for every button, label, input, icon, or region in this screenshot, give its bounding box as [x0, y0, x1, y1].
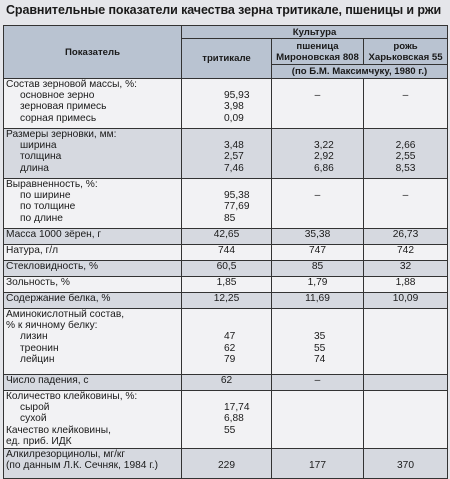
value: 0,09	[224, 112, 244, 124]
value-cell	[182, 449, 272, 479]
label-line: (по данным Л.К. Сечняк, 1984 г.)	[6, 460, 158, 472]
value	[366, 449, 445, 460]
value-cell	[364, 391, 448, 449]
value-cell	[364, 129, 448, 179]
label-line: лейцин	[20, 353, 55, 365]
value-cell	[272, 449, 364, 479]
value: –	[314, 375, 321, 386]
row-label	[4, 449, 182, 479]
value-cell	[182, 79, 272, 129]
row-label	[4, 293, 182, 309]
value: 7,46	[224, 162, 244, 174]
value: 62	[220, 375, 233, 386]
row-label	[4, 261, 182, 277]
label-line: Качество клейковины,	[6, 424, 111, 436]
row-label	[4, 245, 182, 261]
value-cell	[364, 375, 448, 391]
value: –	[402, 90, 409, 102]
label-line: Размеры зерновки, мм:	[6, 129, 117, 140]
row-label	[4, 277, 182, 293]
value	[274, 309, 361, 320]
value-cell	[364, 179, 448, 229]
value	[366, 309, 445, 320]
value: 11,69	[305, 293, 330, 304]
value	[184, 129, 269, 140]
value	[184, 320, 269, 331]
value	[184, 391, 269, 402]
table-row	[4, 179, 448, 229]
value: 17,74	[224, 402, 250, 414]
value: 1,85	[216, 277, 237, 288]
value: 3,98	[224, 101, 244, 113]
col-triticale: тритикале	[182, 39, 272, 79]
value-cell	[272, 309, 364, 375]
value: –	[402, 190, 409, 202]
row-label	[4, 79, 182, 129]
label-line: Аминокислотный состав,	[6, 309, 125, 320]
value: 6,88	[224, 413, 244, 425]
label-line: ед. приб. ИДК	[6, 435, 72, 447]
table-row	[4, 293, 448, 309]
value: 95,93	[224, 90, 250, 102]
label-line: Содержание белка, %	[6, 293, 111, 304]
value-cell	[272, 129, 364, 179]
value: 47	[224, 331, 236, 343]
value: 2,57	[224, 151, 244, 163]
value-cell	[364, 79, 448, 129]
value-cell	[182, 277, 272, 293]
row-label	[4, 391, 182, 449]
label-line: Зольность, %	[6, 277, 70, 288]
table-row	[4, 391, 448, 449]
value	[366, 129, 445, 140]
value-cell	[364, 309, 448, 375]
value: 60,5	[216, 261, 237, 272]
value: –	[314, 190, 321, 202]
value-cell	[364, 449, 448, 479]
label-line: Состав зерновой массы, %:	[6, 79, 137, 90]
value	[366, 79, 445, 90]
page-title: Сравнительные показатели качества зерна тритикале, пшеницы и ржи	[6, 3, 442, 17]
value: 3,48	[224, 140, 244, 152]
label-line: сырой	[20, 402, 50, 414]
value-cell	[364, 293, 448, 309]
table-row	[4, 449, 448, 479]
value	[274, 391, 361, 402]
value	[184, 79, 269, 90]
label-line: по толщине	[20, 201, 76, 213]
value-cell	[272, 229, 364, 245]
value	[274, 129, 361, 140]
value: 85	[311, 261, 324, 272]
value	[366, 375, 445, 386]
value-cell	[272, 277, 364, 293]
value: 744	[218, 245, 235, 256]
label-line: зерновая примесь	[20, 101, 107, 113]
value-cell	[182, 245, 272, 261]
label-line: сорная примесь	[20, 112, 97, 124]
row-label	[4, 229, 182, 245]
value: 2,55	[395, 151, 416, 163]
value-cell	[182, 309, 272, 375]
value-cell	[272, 293, 364, 309]
value-cell	[182, 391, 272, 449]
value: 177	[309, 460, 326, 472]
value-cell	[272, 375, 364, 391]
label-line: Алкилрезорцинолы, мг/кг	[6, 449, 126, 460]
value: 32	[399, 261, 412, 272]
row-label	[4, 375, 182, 391]
value: –	[314, 90, 321, 102]
value-cell	[182, 179, 272, 229]
value: 62	[224, 342, 236, 354]
label-line: сухой	[20, 413, 47, 425]
table-row	[4, 129, 448, 179]
value	[274, 79, 361, 90]
value: 1,88	[395, 277, 416, 288]
value	[184, 449, 269, 460]
value-cell	[182, 375, 272, 391]
value: 742	[397, 245, 414, 256]
label-line: Выравненность, %:	[6, 179, 98, 190]
label-line: ширина	[20, 140, 57, 152]
value: 229	[218, 460, 235, 472]
value	[274, 449, 361, 460]
source-note: (по Б.М. Максимчуку, 1980 г.)	[272, 65, 448, 79]
col-rye: рожь Харьковская 55	[364, 39, 448, 65]
value: 2,66	[395, 140, 416, 152]
value-cell	[364, 277, 448, 293]
value: 6,86	[314, 162, 334, 174]
value: 85	[224, 212, 236, 224]
value: 2,92	[314, 151, 334, 163]
value: 35,38	[304, 229, 331, 240]
table-row	[4, 261, 448, 277]
value	[274, 320, 361, 331]
label-line: по ширине	[20, 190, 71, 202]
value: 95,38	[224, 190, 250, 202]
value	[366, 179, 445, 190]
value: 1,79	[307, 277, 328, 288]
label-line: % к яичному белку:	[6, 320, 98, 332]
label-line: основное зерно	[20, 90, 95, 102]
table-row	[4, 375, 448, 391]
value-cell	[364, 229, 448, 245]
label-line: Масса 1000 зёрен, г	[6, 229, 102, 240]
value: 35	[314, 331, 326, 343]
value-cell	[364, 245, 448, 261]
value-cell	[182, 229, 272, 245]
label-line: Натура, г/л	[6, 245, 59, 256]
value	[184, 179, 269, 190]
value	[366, 391, 445, 402]
value-cell	[182, 129, 272, 179]
value-cell	[272, 79, 364, 129]
value-cell	[364, 261, 448, 277]
value: 370	[397, 460, 414, 472]
value: 12,25	[213, 293, 240, 304]
value: 79	[224, 353, 236, 365]
value: 42,65	[213, 229, 240, 240]
value: 74	[314, 353, 326, 365]
value-cell	[182, 261, 272, 277]
value: 77,69	[224, 201, 250, 213]
value: 10,09	[392, 293, 419, 304]
value	[184, 436, 269, 447]
value-cell	[182, 293, 272, 309]
indicator-header: Показатель	[4, 26, 182, 79]
value: 55	[314, 342, 326, 354]
label-line: треонин	[20, 342, 59, 354]
table-row	[4, 229, 448, 245]
value	[274, 179, 361, 190]
value: 55	[224, 424, 236, 436]
value: 8,53	[395, 162, 416, 174]
row-label	[4, 179, 182, 229]
value-cell	[272, 245, 364, 261]
quality-table	[3, 25, 448, 479]
value-cell	[272, 179, 364, 229]
label-line: длина	[20, 162, 49, 174]
col-wheat: пшеница Мироновская 808	[272, 39, 364, 65]
table-row	[4, 277, 448, 293]
label-line: лизин	[20, 331, 48, 343]
row-label	[4, 309, 182, 375]
value: 747	[309, 245, 326, 256]
row-label	[4, 129, 182, 179]
value: 3,22	[314, 140, 334, 152]
label-line: Количество клейковины, %:	[6, 391, 138, 402]
table-row	[4, 245, 448, 261]
label-line: Стекловидность, %	[6, 261, 98, 272]
label-line: толщина	[20, 151, 62, 163]
value-cell	[272, 391, 364, 449]
label-line: Число падения, с	[6, 375, 89, 386]
label-line: по длине	[20, 212, 63, 224]
culture-header: Культура	[182, 26, 448, 39]
value: 26,73	[392, 229, 419, 240]
table-row	[4, 79, 448, 129]
table-row	[4, 309, 448, 375]
value-cell	[272, 261, 364, 277]
value	[184, 309, 269, 320]
